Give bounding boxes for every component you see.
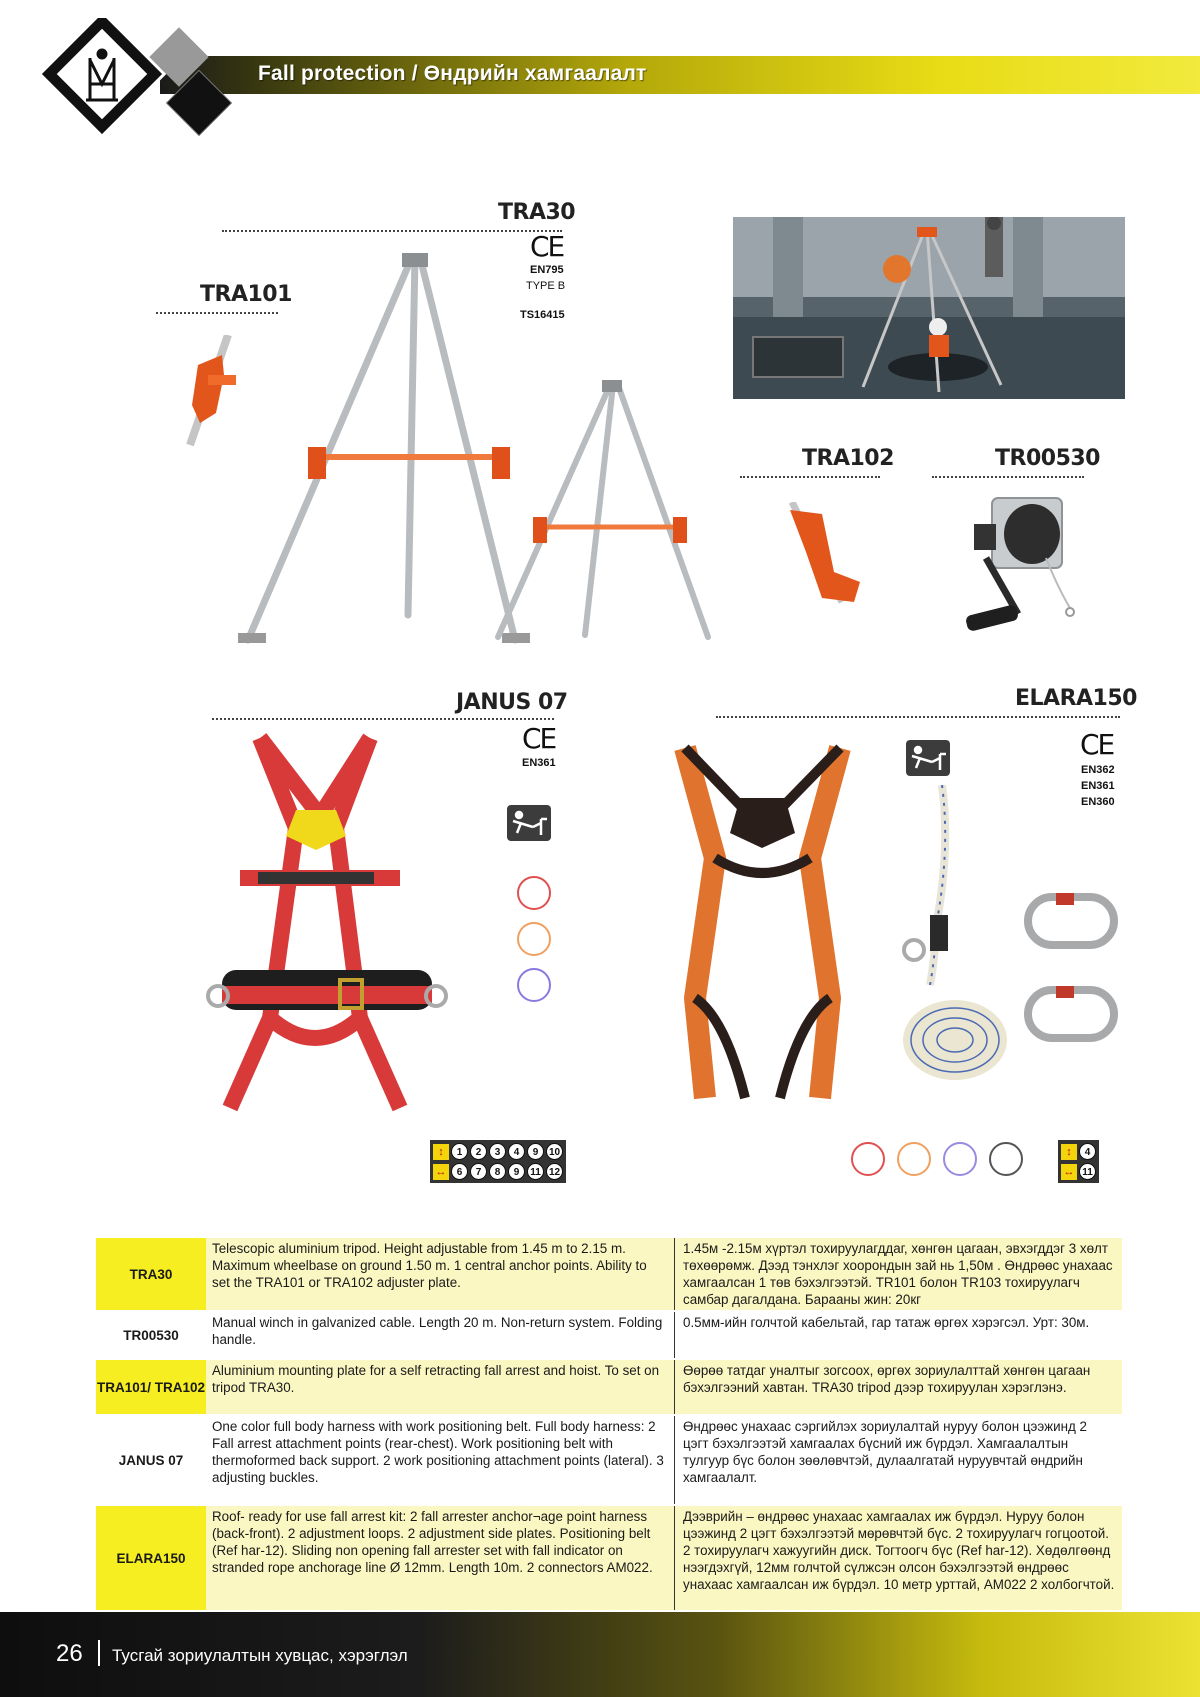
construction-icon (517, 876, 551, 910)
page-number: 26 (56, 1640, 83, 1667)
product-label-tra101: TRA101 (200, 282, 292, 307)
product-label-tra30: TRA30 (498, 200, 576, 225)
size-chart-elara (1058, 1140, 1099, 1183)
product-code: TRA101/ TRA102 (96, 1360, 206, 1414)
product-label-tra102: TRA102 (802, 446, 894, 471)
description-mongolian: Өөрөө татдаг уналтыг зогсоох, өргөх зориулалттай хөнгөн цагаан бэхэлгээний хавтан. TRA30 tripod дээр тохируулан хэрэглэнэ. (674, 1360, 1122, 1414)
divider-dots (156, 312, 278, 314)
size-number: 1 (451, 1143, 468, 1160)
standard-label: EN361 (522, 757, 556, 769)
carabiner-image (1024, 986, 1120, 1044)
product-code: TR00530 (96, 1312, 206, 1358)
size-number: 7 (470, 1163, 487, 1180)
description-english: One color full body harness with work positioning belt. Full body harness: 2 Fall arrest attachment points (rear-chest). Work positioning belt with thermoformed back support. 2 work positioning attachment points (lateral). 3 adjusting buckles. (212, 1419, 664, 1485)
description-mongolian: 0.5мм-ийн голчтой кабельтай, гар татаж өргөх хэрэгсэл. Урт: 30м. (674, 1312, 1122, 1358)
brand-logo (38, 18, 258, 158)
standard-label: EN795 (530, 264, 564, 276)
height-arrow-icon: ↕ (433, 1144, 449, 1160)
industry-icon (517, 968, 551, 1002)
size-number: 4 (508, 1143, 525, 1160)
standard-label: EN361 (1081, 780, 1115, 792)
size-number: 9 (508, 1163, 525, 1180)
tra102-plate-image (782, 502, 866, 610)
size-number: 12 (546, 1163, 563, 1180)
description-mongolian: Өндрөөс унахаас сэргийлэх зориулалтай нуруу болон цээжинд 2 цэгт бэхэлгээтэй хамгаалах бүсний иж бүрдэл. Хамгаалалтын тулгуур бүс болон зөөлөвчтэй, дулаалгатай нуруувчтай өндрийн хамгаалалт. (674, 1416, 1122, 1504)
width-arrow-icon: ↔ (433, 1164, 449, 1180)
standard-label: EN360 (1081, 796, 1115, 808)
size-number: 10 (546, 1143, 563, 1160)
janus-harness-image (200, 728, 460, 1148)
size-number: 6 (451, 1163, 468, 1180)
forklift-icon (989, 1142, 1023, 1176)
tripod-image (230, 245, 730, 655)
size-number: 9 (527, 1143, 544, 1160)
industry-icon (943, 1142, 977, 1176)
tra101-plate-image (178, 335, 248, 450)
ce-mark: CE (522, 722, 556, 755)
building-icon (517, 922, 551, 956)
size-number: 3 (489, 1143, 506, 1160)
construction-icon (851, 1142, 885, 1176)
standard-label: TYPE B (526, 280, 566, 292)
product-code: TRA30 (96, 1238, 206, 1310)
table-row (96, 1360, 1122, 1414)
product-label-tr00530: TR00530 (995, 446, 1100, 471)
size-chart-janus (430, 1140, 566, 1183)
size-number: 4 (1079, 1143, 1096, 1160)
ce-mark: CE (530, 230, 564, 263)
ce-mark: CE (1080, 728, 1114, 761)
size-number: 11 (527, 1163, 544, 1180)
width-arrow-icon: ↔ (1061, 1164, 1077, 1180)
rope-fall-arrester-image (890, 785, 1020, 1095)
table-row (96, 1416, 1122, 1504)
description-mongolian: Дээврийн – өндрөөс унахаас хамгаалах иж бүрдэл. Нуруу болон цээжинд 2 цэгт бэхэлгээтэй мөрөвчтэй бүс. 2 тохируулагч гогцоотой. 2 тохируулагч хажуугийн диск. Тогтоогч бүс (Ref har-12). Хөдөлгөөнд нээгдэхгүй, 12мм голчтой сүлжсэн олсон бэхэлгээтэй өндрөөс унахаас хамгаалсан иж бүрдэл. 10 метр урттай, AM022 2 холбогчтой. (674, 1506, 1122, 1610)
description-english: Roof- ready for use fall arrest kit: 2 fall arrester anchor¬age point harness (back-front). 2 adjustment loops. 2 adjustment side plates. Positioning belt (Ref har-12). Sliding non opening fall arrester set with fall indicator on stranded rope anchorage line Ø 12mm. Length 10m. 2 connectors AM022. (206, 1506, 674, 1610)
product-label-elara150: ELARA150 (1015, 686, 1137, 711)
product-code: ELARA150 (96, 1506, 206, 1610)
fall-arrest-icon (507, 805, 551, 841)
table-row (96, 1238, 1122, 1310)
description-mongolian: 1.45м -2.15м хүртэл тохируулагддаг, хөнгөн цагаан, эвхэгддэг 3 хөлт төхөөрөмж. Дээд тэнхлэг хоорондын зай нь 1,50м . Өндрөөс унахаас хамгаалсан 1 төв бэхэлгээтэй. TR101 болон TR103 тохируулагч самбар дагалдана. Барааны жин: 20кг (674, 1238, 1122, 1310)
product-description-table (96, 1238, 1122, 1610)
height-arrow-icon: ↕ (1061, 1144, 1077, 1160)
description-english: Aluminium mounting plate for a self retracting fall arrest and hoist. To set on tripod TRA30. (206, 1360, 674, 1414)
fall-arrest-icon (906, 740, 950, 776)
footer-title: Тусгай зориулалтын хувцас, хэрэглэл (112, 1646, 408, 1665)
description-english: Manual winch in galvanized cable. Length 20 m. Non-return system. Folding handle. (212, 1315, 663, 1347)
product-label-janus07: JANUS 07 (456, 690, 568, 715)
table-row (96, 1506, 1122, 1610)
product-code: JANUS 07 (96, 1416, 206, 1504)
size-number: 2 (470, 1143, 487, 1160)
size-number: 8 (489, 1163, 506, 1180)
building-icon (897, 1142, 931, 1176)
divider-dots (222, 230, 562, 232)
standard-label: TS16415 (520, 309, 565, 321)
standard-label: EN362 (1081, 764, 1115, 776)
footer-divider (98, 1640, 100, 1666)
carabiner-image (1024, 893, 1120, 951)
table-row (96, 1312, 1122, 1358)
description-english: Telescopic aluminium tripod. Height adjustable from 1.45 m to 2.15 m. Maximum wheelbase on ground 1.50 m. 1 central anchor points. Ability to set the TRA101 or TRA102 adjuster plate. (206, 1238, 674, 1310)
divider-dots (716, 716, 1120, 718)
page-title: Fall protection / Өндрийн хамгаалалт (258, 62, 647, 85)
divider-dots (212, 718, 554, 720)
tripod-scene-photo (733, 217, 1125, 399)
divider-dots (932, 476, 1084, 478)
winch-image (962, 488, 1082, 648)
size-number: 11 (1079, 1163, 1096, 1180)
divider-dots (740, 476, 880, 478)
elara-harness-image (655, 738, 870, 1118)
